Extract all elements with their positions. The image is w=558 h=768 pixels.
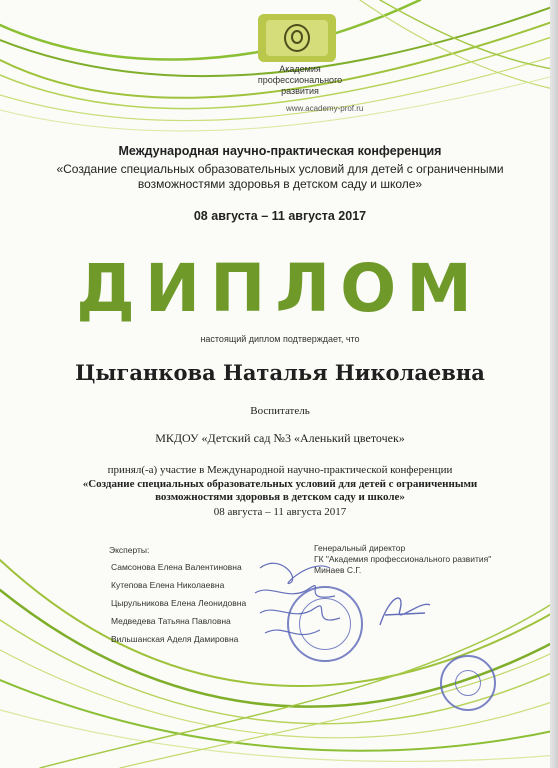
event-title-line-1: «Создание специальных образовательных условий для детей с ограниченными bbox=[82, 478, 478, 490]
expert-name: Кутепова Елена Николаевна bbox=[111, 580, 225, 590]
event-title-line-2: возможностями здоровья в детском саду и школе» bbox=[155, 491, 405, 503]
participation-text: принял(-а) участие в Международной научно-практической конференции bbox=[107, 464, 453, 476]
recipient-position: Воспитатель bbox=[250, 405, 310, 417]
academy-logo bbox=[258, 14, 336, 62]
corner-stamp bbox=[440, 655, 496, 711]
conference-subtitle bbox=[40, 162, 520, 192]
experts-label: Эксперты: bbox=[109, 545, 150, 555]
expert-name: Цырульникова Елена Леонидовна bbox=[111, 598, 247, 608]
event-dates: 08 августа – 11 августа 2017 bbox=[213, 506, 347, 518]
official-stamp bbox=[287, 586, 363, 662]
director-company: ГК "Академия профессионального развития" bbox=[314, 554, 492, 564]
logo-caption bbox=[240, 64, 360, 97]
expert-name: Вильшанская Аделя Дамировна bbox=[111, 634, 239, 644]
confirms-text: настоящий диплом подтверждает, что bbox=[200, 334, 360, 344]
expert-name: Медведева Татьяна Павловна bbox=[111, 616, 231, 626]
expert-name: Самсонова Елена Валентиновна bbox=[111, 562, 242, 572]
spiral-icon bbox=[291, 30, 303, 44]
diploma-title: ДИПЛОМ bbox=[76, 250, 482, 327]
recipient-organization: МКДОУ «Детский сад №3 «Аленький цветочек» bbox=[155, 431, 405, 445]
director-title: Генеральный директор bbox=[314, 543, 406, 553]
event-title bbox=[40, 478, 520, 504]
conference-title: Международная научно-практическая конференция bbox=[118, 144, 442, 158]
website-url: www.academy-prof.ru bbox=[286, 104, 364, 113]
recipient-name: Цыганкова Наталья Николаевна bbox=[75, 360, 485, 385]
page-edge bbox=[550, 0, 558, 768]
conference-subtitle-line-2: возможностями здоровья в детском саду и школе» bbox=[137, 177, 423, 191]
director-name: Минаев С.Г. bbox=[314, 565, 362, 575]
conference-subtitle-line-1: «Создание специальных образовательных условий для детей с ограниченными bbox=[56, 162, 504, 176]
director-signature bbox=[370, 585, 440, 635]
logo-line-1: Академия bbox=[279, 64, 321, 74]
conference-dates: 08 августа – 11 августа 2017 bbox=[193, 209, 367, 223]
logo-line-2: профессионального развития bbox=[257, 75, 343, 96]
